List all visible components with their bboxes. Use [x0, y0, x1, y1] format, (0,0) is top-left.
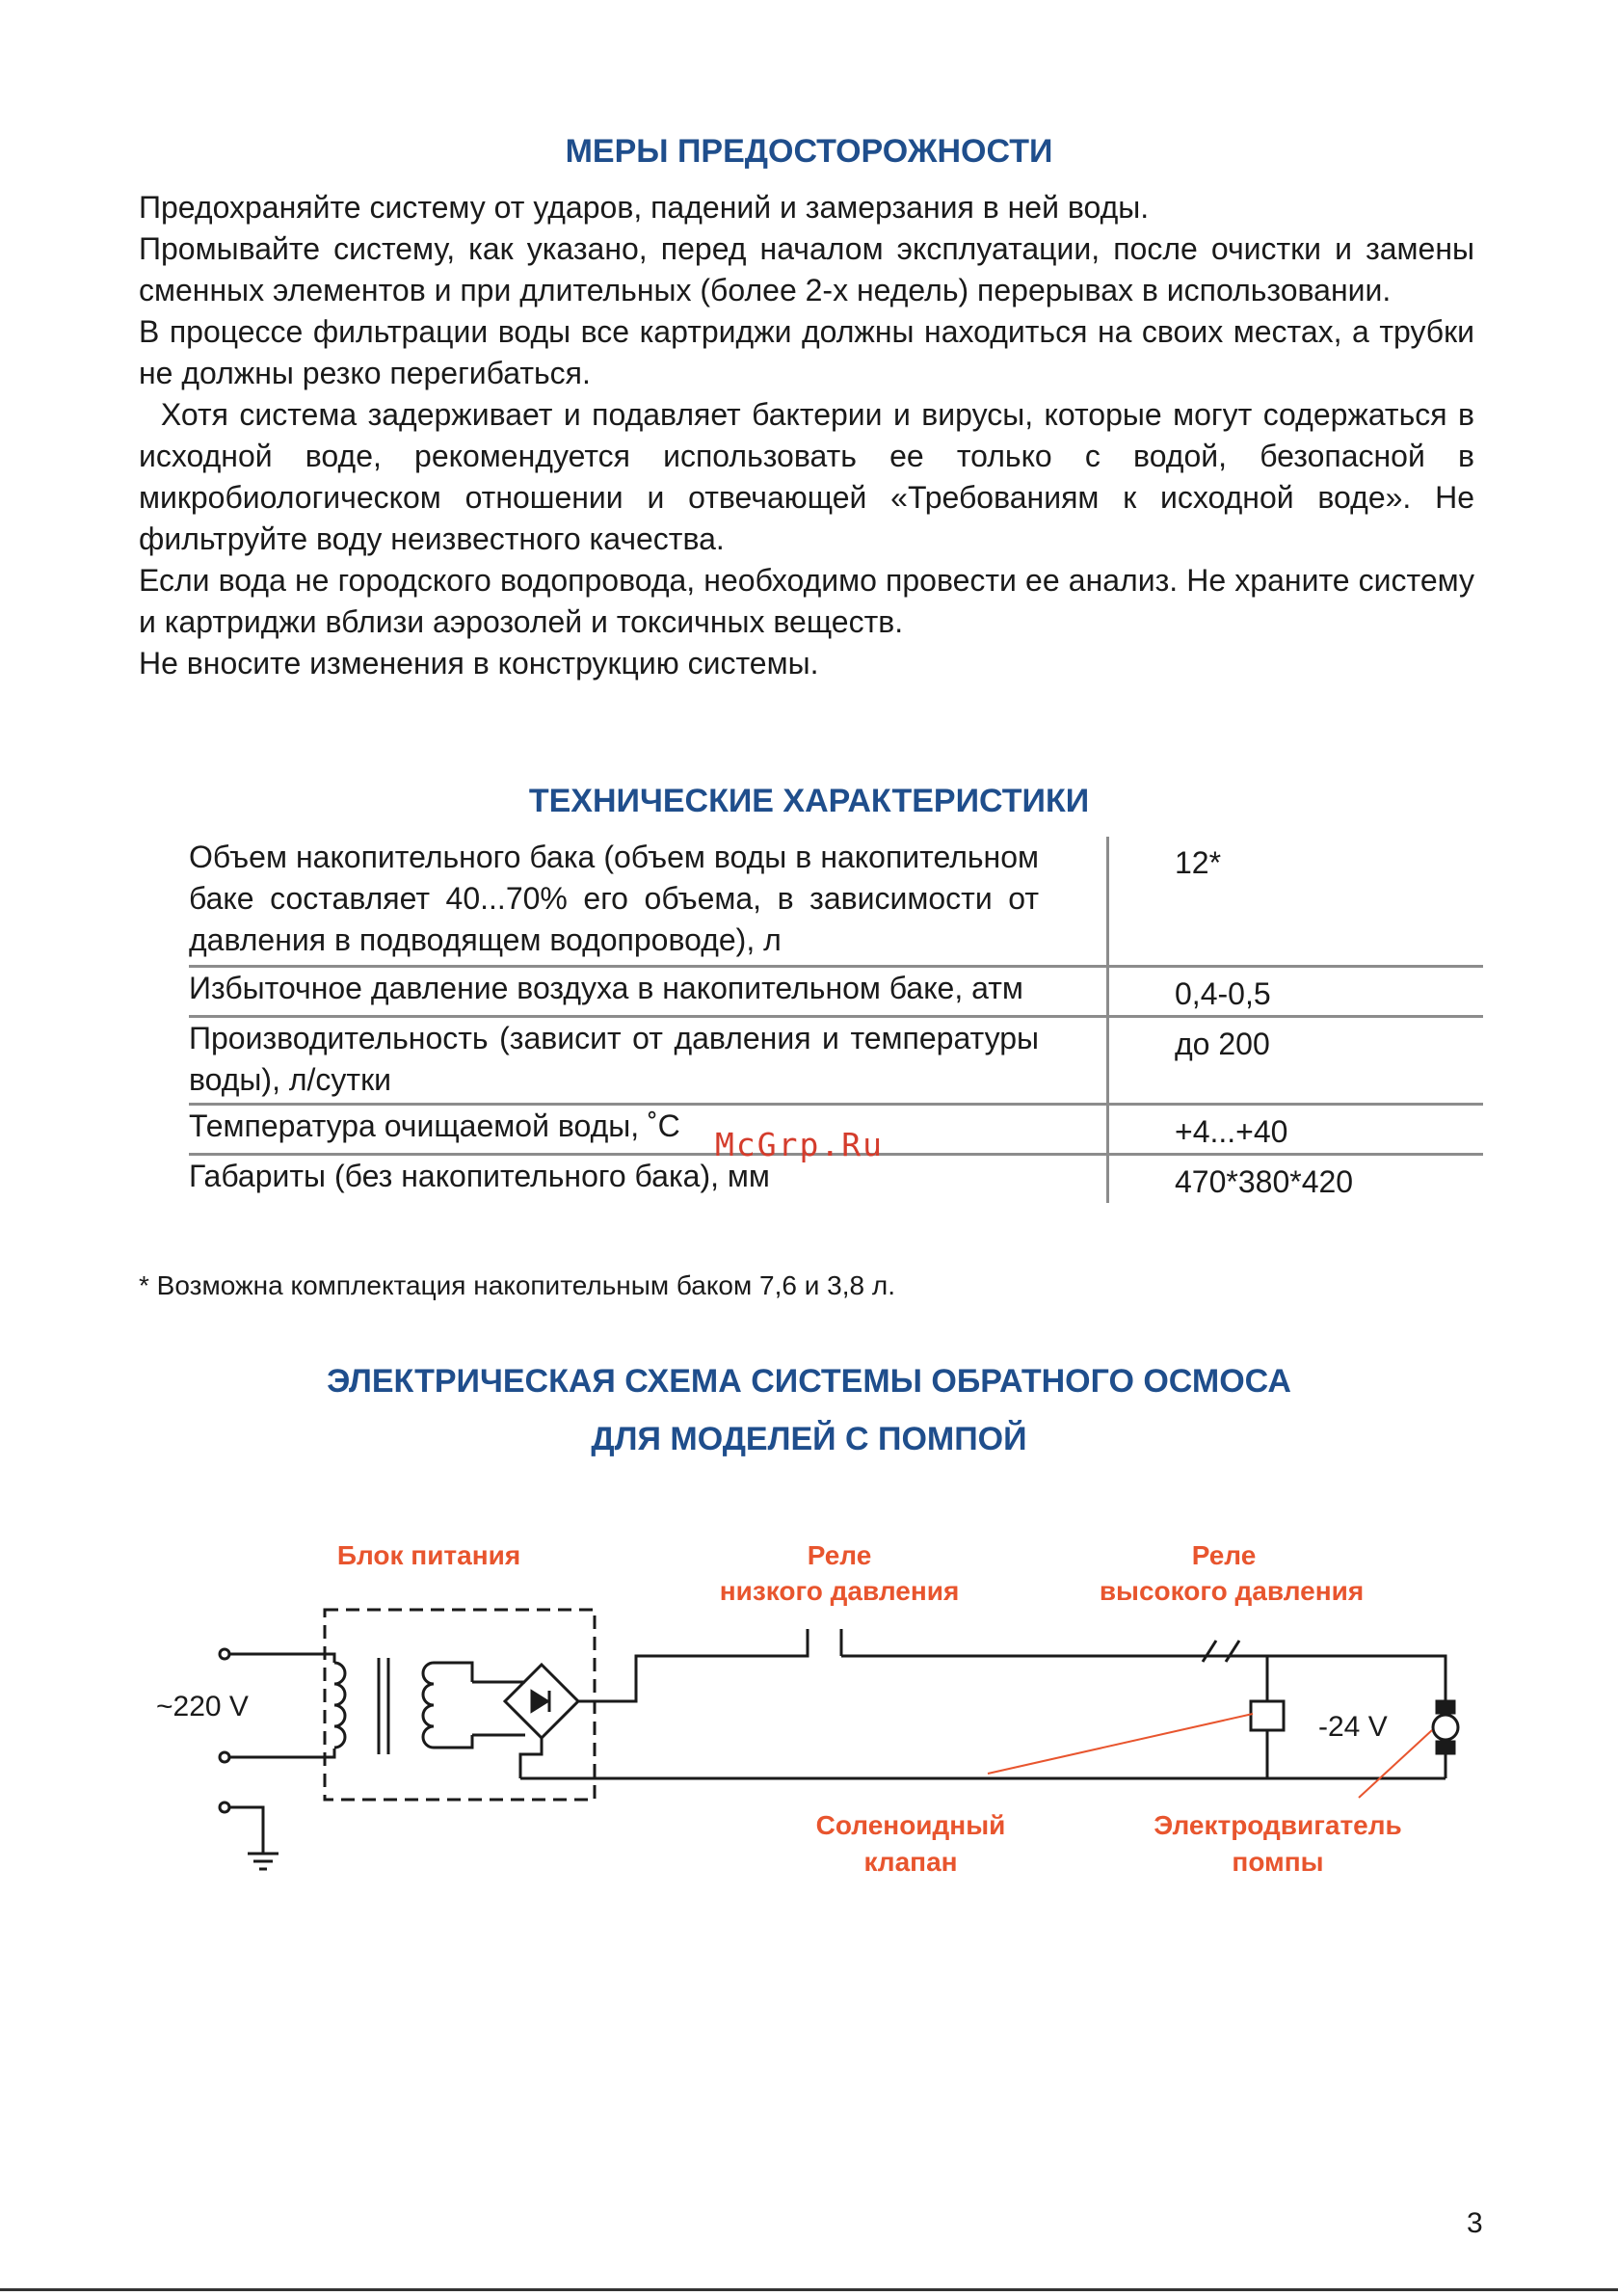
motor-icon	[1433, 1701, 1458, 1753]
table-row	[189, 837, 1483, 967]
spec-label: Избыточное давление воздуха в накопительном баке, атм	[189, 967, 1108, 1017]
schematic-title-line2: ДЛЯ МОДЕЛЕЙ С ПОМПОЙ	[591, 1421, 1027, 1457]
primary-coil	[334, 1663, 345, 1748]
relay-high-label: высокого давления	[1099, 1576, 1365, 1606]
precautions-title: МЕРЫ ПРЕДОСТОРОЖНОСТИ	[565, 133, 1053, 170]
relay-low-label: Реле	[807, 1540, 872, 1570]
paragraph: Промывайте систему, как указано, перед началом эксплуатации, после очистки и замены сменных элементов и при длительных (более 2-х недель) перерывах в использовании.	[139, 231, 1474, 307]
specs-footnote: * Возможна комплектация накопительным баком 7,6 и 3,8 л.	[139, 1270, 895, 1300]
spec-label: Габариты (без накопительного бака), мм	[189, 1159, 770, 1193]
input-terminal	[220, 1649, 229, 1659]
output-voltage-label: -24 V	[1318, 1711, 1388, 1743]
solenoid-pointer	[988, 1714, 1253, 1774]
motor-label: Электродвигатель	[1154, 1810, 1402, 1840]
precautions-text	[139, 187, 1483, 684]
secondary-coil	[423, 1663, 434, 1748]
power-block-outline	[325, 1610, 595, 1800]
spec-value: 470*380*420	[1108, 1155, 1484, 1204]
paragraph: Хотя система задерживает и подавляет бактерии и вирусы, которые могут содержаться в исходной воде, рекомендуется использовать ее только с водой, безопасной в микробиологическом отношении и отвечающей «Требованиям к исходной воде». Не фильтруйте воду неизвестного качества.	[139, 397, 1483, 556]
table-row	[189, 1017, 1483, 1105]
solenoid-label: Соленоидный	[815, 1810, 1006, 1840]
relay-high-label: Реле	[1191, 1540, 1257, 1570]
spec-value: 12*	[1108, 837, 1484, 967]
ground-icon	[248, 1854, 279, 1869]
spec-label: Температура очищаемой воды, ˚С	[189, 1105, 1108, 1155]
paragraph: Предохраняйте систему от ударов, падений и замерзания в ней воды.	[139, 190, 1150, 225]
schematic-title-line1: ЭЛЕКТРИЧЕСКАЯ СХЕМА СИСТЕМЫ ОБРАТНОГО ОСМОСА	[327, 1363, 1291, 1400]
bottom-rule	[0, 2288, 1618, 2291]
specs-title: ТЕХНИЧЕСКИЕ ХАРАКТЕРИСТИКИ	[528, 783, 1090, 819]
input-terminal	[220, 1752, 229, 1762]
spec-value: 0,4-0,5	[1108, 967, 1484, 1017]
ground-terminal	[220, 1802, 229, 1812]
spec-value: +4...+40	[1108, 1105, 1484, 1155]
electrical-schematic	[0, 1533, 1618, 1918]
table-row	[189, 967, 1483, 1017]
diode-icon	[532, 1691, 549, 1712]
input-voltage-label: ~220 V	[156, 1691, 249, 1722]
relay-high-contact	[1203, 1641, 1239, 1662]
power-block-label: Блок питания	[336, 1540, 521, 1570]
relay-low-label: низкого давления	[719, 1576, 960, 1606]
solenoid-label: клапан	[863, 1847, 958, 1877]
motor-label: помпы	[1232, 1847, 1324, 1877]
paragraph: Если вода не городского водопровода, необходимо провести ее анализ. Не храните систему и картриджи вблизи аэрозолей и токсичных веществ.	[139, 563, 1474, 639]
page-number: 3	[1467, 2207, 1483, 2239]
spec-value: до 200	[1108, 1017, 1484, 1105]
spec-label: Производительность (зависит от давления и температуры воды), л/сутки	[189, 1017, 1108, 1105]
solenoid-valve	[1251, 1701, 1284, 1730]
spec-label: Объем накопительного бака (объем воды в накопительном баке составляет 40...70% его объема, в зависимости от давления в подводящем водопроводе), л	[189, 837, 1108, 967]
paragraph: В процессе фильтрации воды все картриджи должны находиться на своих местах, а трубки не должны резко перегибаться.	[139, 314, 1474, 390]
paragraph: Не вносите изменения в конструкцию системы.	[139, 646, 819, 681]
watermark: McGrp.Ru	[715, 1126, 884, 1163]
